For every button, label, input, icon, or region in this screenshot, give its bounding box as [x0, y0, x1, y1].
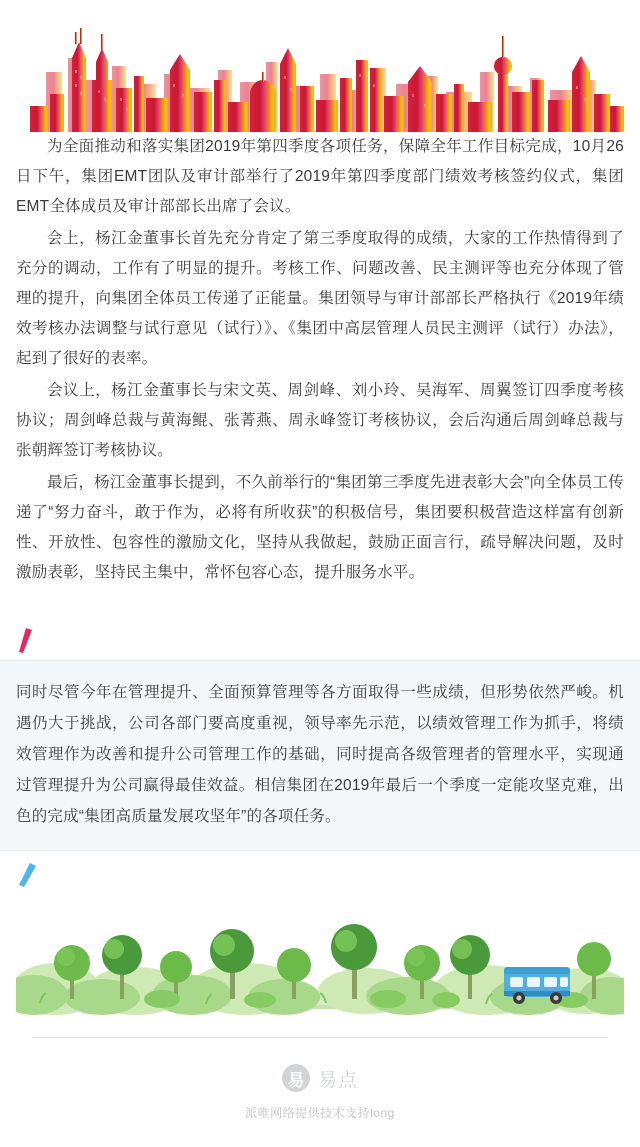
paragraph-1: 为全面推动和落实集团2019年第四季度各项任务，保障全年工作目标完成，10月26日下午，集团EMT团队及审计部举行了2019年第四季度部门绩效考核签约仪式，集团EMT全体成员及审计部部长出席了会议。: [16, 138, 624, 215]
paragraph-4: 最后，杨江金董事长提到，不久前举行的“集团第三季度先进表彰大会”向全体员工传递了“努力奋斗，敢于作为，必将有所收获”的积极信号，集团要积极营造这样富有创新性、开放性、包容性的激励文化，坚持从我做起，鼓励正面言行，疏导解决问题，及时激励表彰，坚持民主集中，常怀包容心态，提升服务水平。: [16, 474, 624, 581]
city-skyline-banner: [16, 14, 624, 132]
article-body: [0, 132, 640, 588]
footer-credit: 派唯网络提供技术支持long: [245, 1106, 395, 1120]
quote-text: 同时尽管今年在管理提升、全面预算管理等各方面取得一些成绩，但形势依然严峻。机遇仍大于挑战，公司各部门要高度重视，领导率先示范，以绩效管理工作为抓手，将绩效管理作为改善和提升公司管理工作的基础，同时提高各级管理者的管理水平，实现通过管理提升为公司赢得最佳效益。相信集团在2019年最后一个季度一定能攻坚克难，出色的完成“集团高质量发展攻坚年”的各项任务。: [16, 684, 624, 825]
trees-and-bus-illustration: [16, 905, 624, 1015]
logo-mark-icon: 易: [282, 1064, 310, 1092]
highlight-quote-block: [0, 660, 640, 851]
skyline-graphic: [16, 14, 624, 132]
paragraph-2: 会上，杨江金董事长首先充分肯定了第三季度取得的成绩，大家的工作热情得到了充分的调动，工作有了明显的提升。考核工作、问题改善、民主测评等也充分体现了管理的提升，向集团全体员工传递了正能量。集团领导与审计部部长严格执行《2019年绩效考核办法调整与试行意见（试行）》、《集团中高层管理人员民主测评（试行）办法》，起到了很好的表率。: [16, 230, 624, 367]
site-logo: [0, 1064, 640, 1092]
logo-text: 易点: [317, 1069, 358, 1091]
paragraph-3: 会议上，杨江金董事长与宋文英、周剑峰、刘小玲、吴海军、周翼签订四季度考核协议；周剑峰总裁与黄海鲲、张菁燕、周永峰签订考核协议，会后沟通后周剑峰总裁与张朝辉签订考核协议。: [16, 382, 624, 459]
close-quote-mark-icon: [16, 861, 46, 891]
open-quote-mark-icon: [16, 624, 46, 654]
footer-divider: [32, 1037, 608, 1038]
